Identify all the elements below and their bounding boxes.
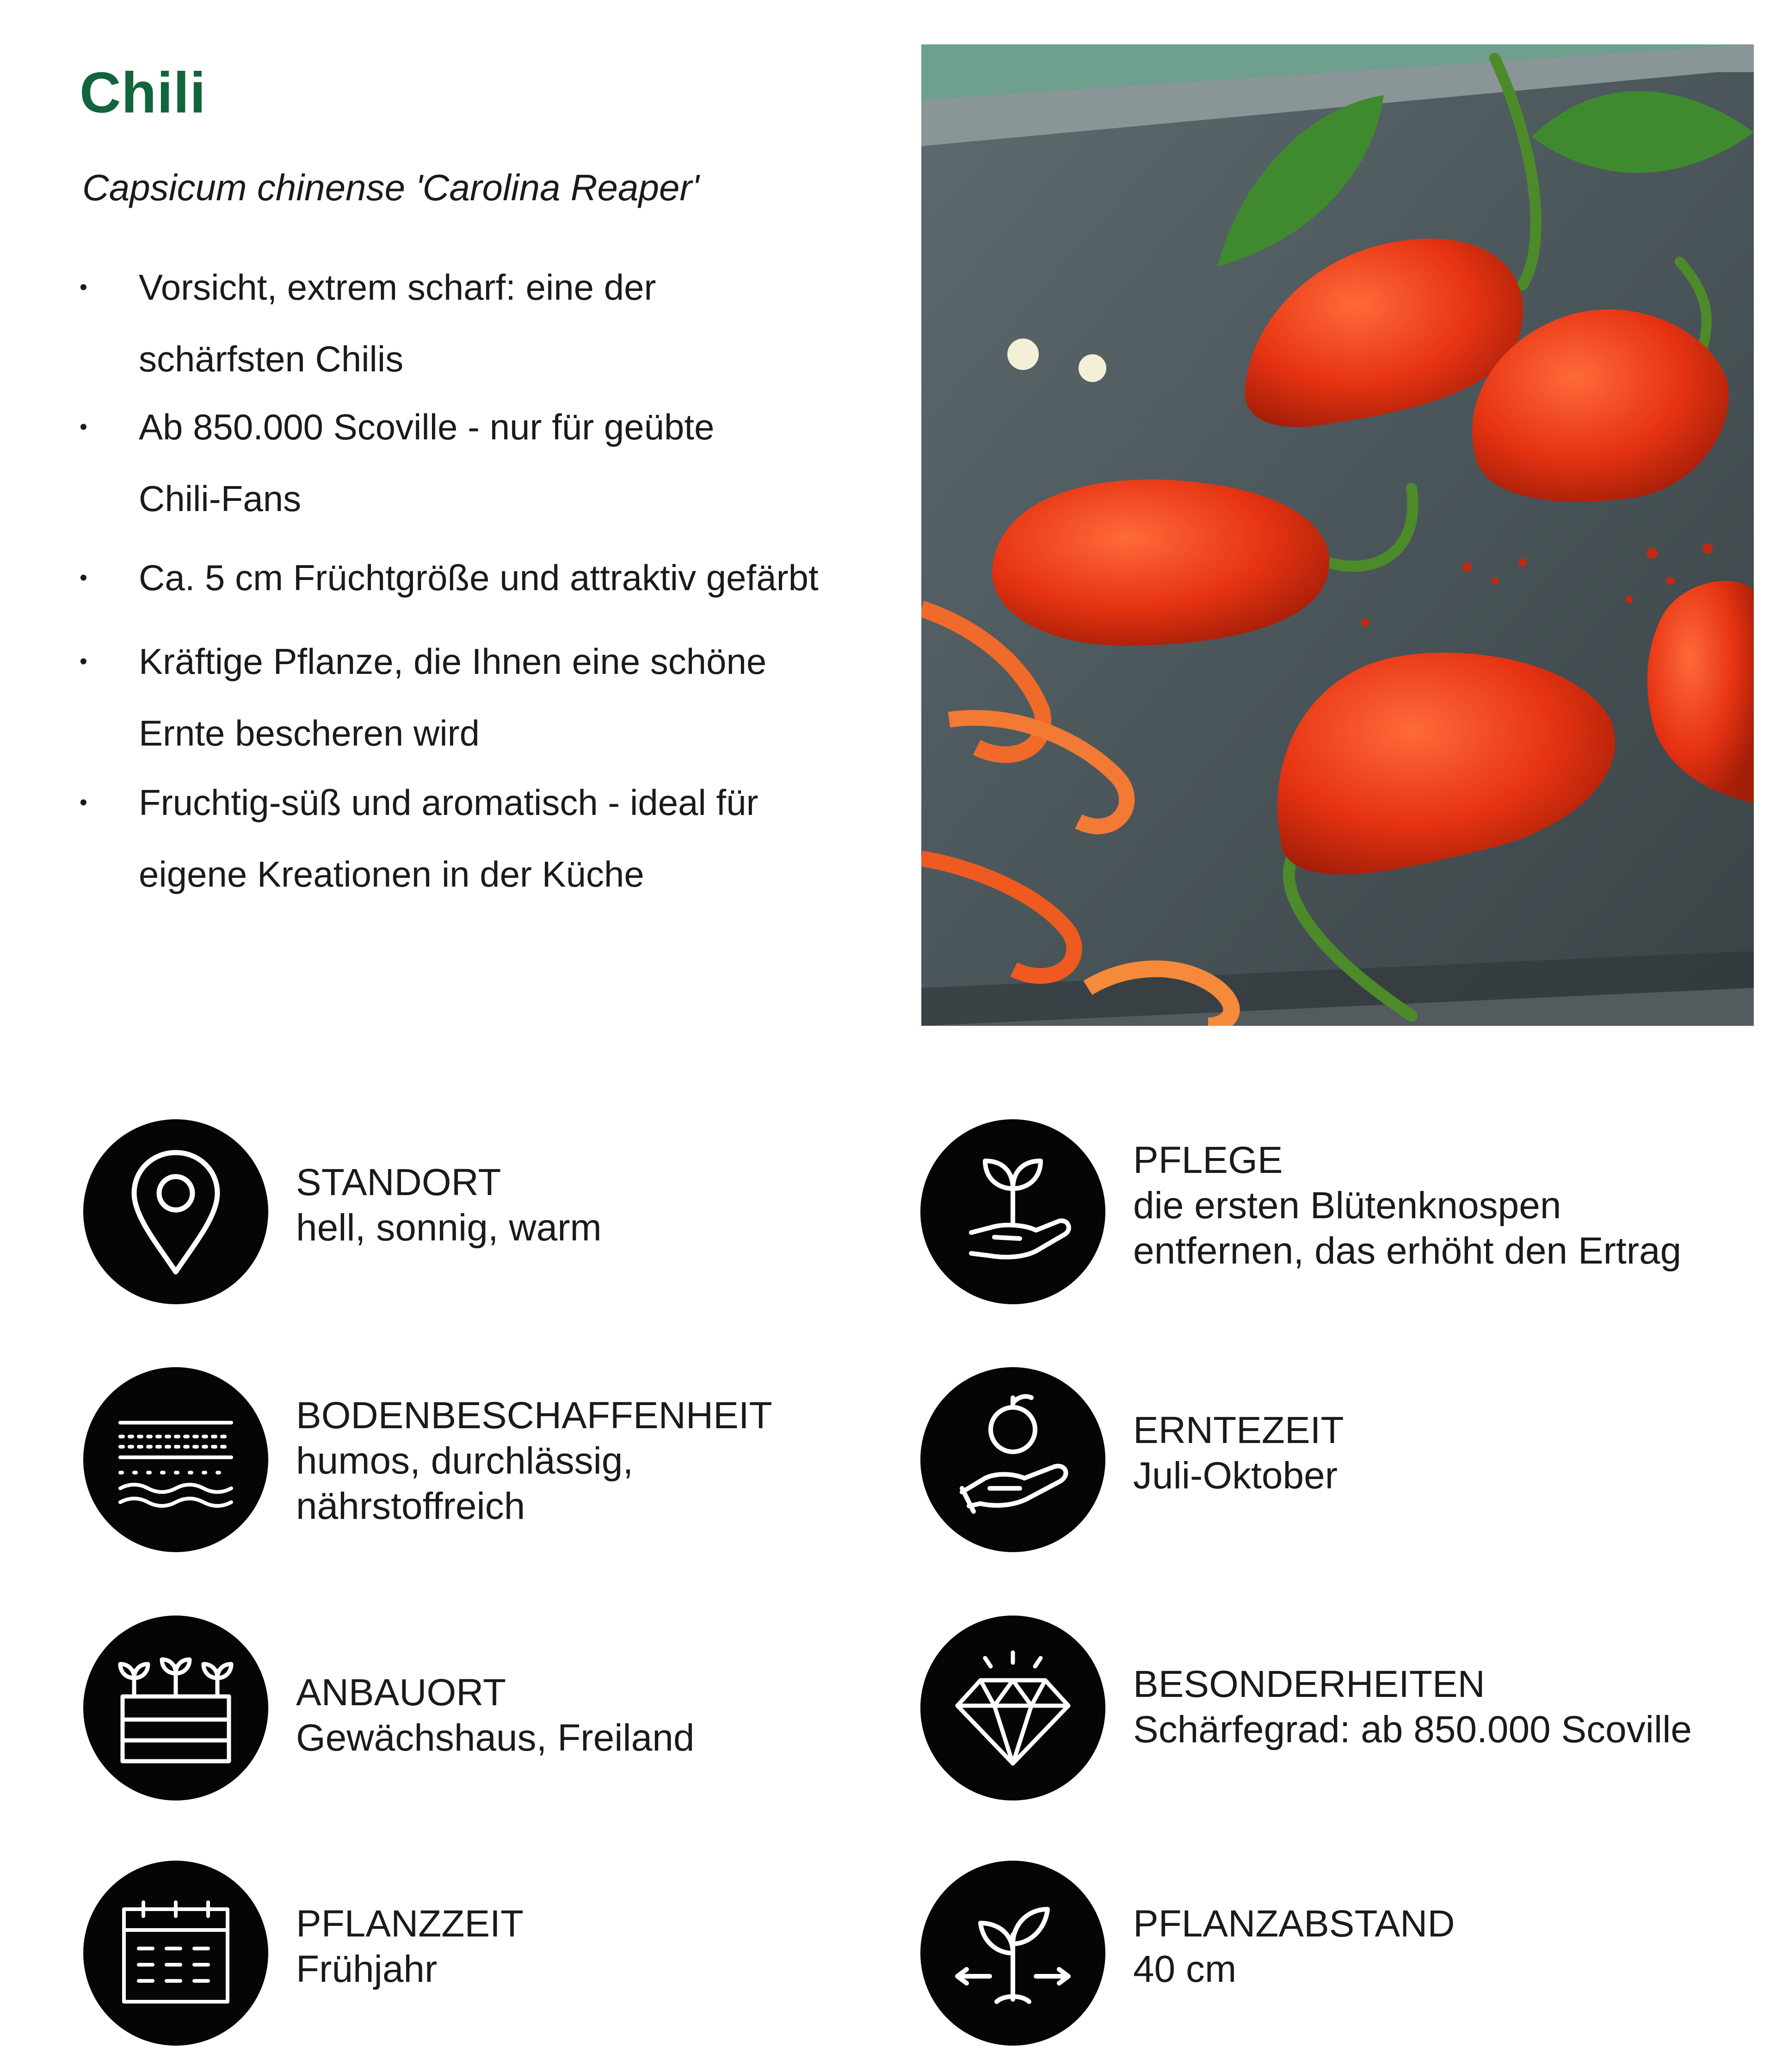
soil-layers-icon bbox=[83, 1367, 268, 1552]
planter-box-icon bbox=[83, 1616, 268, 1801]
info-label: ERNTEZEIT bbox=[1133, 1409, 1344, 1451]
feature-line: Vorsicht, extrem scharf: eine der bbox=[139, 267, 656, 308]
fruit-in-hand-icon bbox=[920, 1367, 1105, 1552]
info-value: Frühjahr bbox=[296, 1948, 438, 1990]
feature-line: schärfsten Chilis bbox=[139, 339, 404, 379]
plant-in-hand-icon bbox=[920, 1119, 1105, 1304]
info-value: hell, sonnig, warm bbox=[296, 1207, 602, 1249]
info-value: entfernen, das erhöht den Ertrag bbox=[1133, 1230, 1682, 1272]
feature-line: Ca. 5 cm Früchtgröße und attraktiv gefärbt bbox=[139, 557, 819, 598]
feature-line: Chili-Fans bbox=[139, 478, 302, 519]
product-title: Chili bbox=[80, 61, 206, 125]
info-value: 40 cm bbox=[1133, 1948, 1237, 1990]
feature-line: Kräftige Pflanze, die Ihnen eine schöne bbox=[139, 641, 767, 682]
feature-item bbox=[139, 626, 888, 769]
info-label: PFLANZABSTAND bbox=[1133, 1903, 1455, 1945]
feature-item bbox=[139, 391, 888, 535]
feature-item bbox=[139, 767, 888, 910]
info-value: die ersten Blütenknospen bbox=[1133, 1184, 1561, 1227]
calendar-icon bbox=[83, 1861, 268, 2046]
info-label: STANDORT bbox=[296, 1161, 501, 1203]
feature-item bbox=[139, 252, 888, 395]
feature-line: Fruchtig-süß und aromatisch - ideal für bbox=[139, 782, 758, 823]
info-value: nährstoffreich bbox=[296, 1485, 525, 1527]
info-value: humos, durchlässig, bbox=[296, 1440, 634, 1482]
info-label: ANBAUORT bbox=[296, 1671, 506, 1714]
location-pin-icon bbox=[83, 1119, 268, 1304]
info-label: PFLEGE bbox=[1133, 1139, 1283, 1181]
botanical-name: Capsicum chinense 'Carolina Reaper' bbox=[82, 167, 699, 208]
feature-line: Ernte bescheren wird bbox=[139, 713, 480, 753]
info-label: BESONDERHEITEN bbox=[1133, 1663, 1485, 1705]
info-value: Schärfegrad: ab 850.000 Scoville bbox=[1133, 1708, 1692, 1751]
info-value: Juli-Oktober bbox=[1133, 1455, 1338, 1497]
info-label: BODENBESCHAFFENHEIT bbox=[296, 1394, 772, 1437]
product-photo bbox=[921, 44, 1754, 1026]
info-value: Gewächshaus, Freiland bbox=[296, 1717, 695, 1759]
feature-line: eigene Kreationen in der Küche bbox=[139, 854, 644, 894]
info-label: PFLANZZEIT bbox=[296, 1903, 524, 1945]
feature-line: Ab 850.000 Scoville - nur für geübte bbox=[139, 407, 715, 447]
diamond-icon bbox=[920, 1616, 1105, 1801]
seedling-spacing-icon bbox=[920, 1861, 1105, 2046]
chili-peppers-image bbox=[921, 44, 1754, 1026]
feature-item bbox=[139, 542, 888, 614]
